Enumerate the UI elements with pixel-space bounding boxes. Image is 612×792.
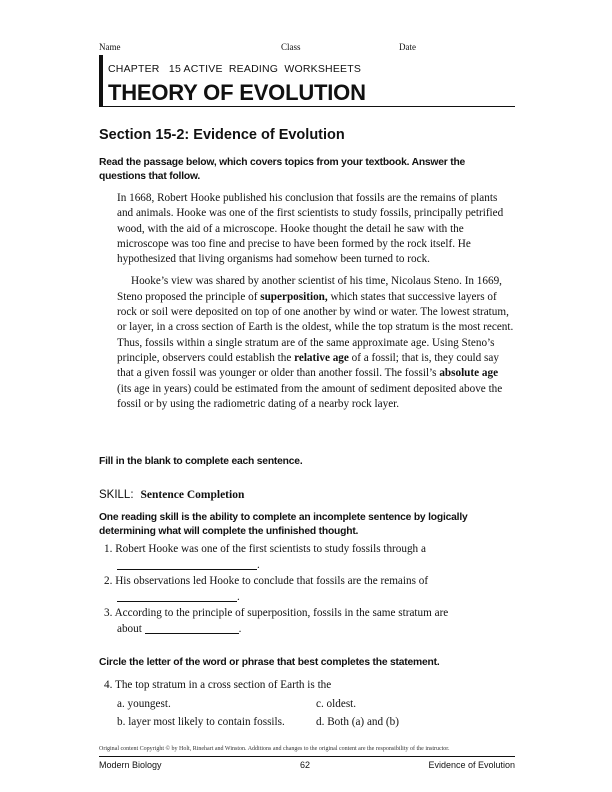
- footer-rule: [99, 756, 515, 757]
- chapter-bar: [99, 55, 103, 107]
- chapter-label: CHAPTER 15 ACTIVE READING WORKSHEETS: [108, 63, 362, 75]
- answer-blank-1[interactable]: [117, 557, 257, 570]
- footer-book-title: Modern Biology: [99, 760, 162, 770]
- term-absolute-age: absolute age: [439, 367, 499, 380]
- term-superposition: superposition,: [260, 290, 328, 303]
- answer-blank-3[interactable]: [145, 621, 239, 634]
- section-title: Section 15-2: Evidence of Evolution: [99, 127, 345, 143]
- chapter-rule: [99, 106, 515, 107]
- name-label: Name: [99, 42, 121, 52]
- skill-description: One reading skill is the ability to complete an incomplete sentence by logically determining what will complete the unfinished thought.: [99, 512, 468, 537]
- page-title: THEORY OF EVOLUTION: [108, 80, 366, 105]
- class-label: Class: [281, 42, 301, 52]
- passage-paragraph-2: Hooke’s view was shared by another scientist of his time, Nicolaus Steno. In 1669, Steno proposed the principle of superposition, which states that successive layers of rock or soil were deposited on top of one another by wind or water. The lowest stratum, or layer, in a cross section of Earth is the oldest, while the top stratum is the most recent. Thus, fossils within a single stratum are of the same approximate age. Using Steno’s principle, observers could establish the relative age of a fossil; that is, they could say that a given fossil was younger or older than another fossil. The fossil’s absolute age (its age in years) could be estimated from the amount of sediment deposited above the fossil or by using the radiometric dating of a nearby rock layer.: [117, 275, 514, 410]
- option-d[interactable]: d. Both (a) and (b): [316, 716, 399, 728]
- skill-label: SKILL:: [99, 489, 134, 501]
- page-number: 62: [300, 760, 311, 770]
- option-c[interactable]: c. oldest.: [316, 698, 357, 710]
- option-b[interactable]: b. layer most likely to contain fossils.: [117, 716, 285, 728]
- skill-name: Sentence Completion: [140, 489, 245, 501]
- reading-passage: [117, 191, 515, 412]
- circle-instructions: Circle the letter of the word or phrase that best completes the statement.: [99, 657, 440, 668]
- question-2: 2. His observations led Hooke to conclude that fossils are the remains of .: [104, 575, 429, 603]
- fill-instructions: Fill in the blank to complete each sentence.: [99, 456, 303, 467]
- option-a[interactable]: a. youngest.: [117, 698, 171, 710]
- passage-paragraph-1: In 1668, Robert Hooke published his conclusion that fossils are the remains of plants and animals. Hooke was one of the first scientists to study fossils, principally petrified wood, with the aid of a microscope. Hooke thought the detail he saw with the microscope was too fine and precise to have been formed by the rock itself. He hypothesized that living organisms had somehow been turned to rock.: [117, 192, 504, 266]
- question-1: 1. Robert Hooke was one of the first scientists to study fossils through a .: [104, 543, 426, 571]
- answer-blank-2[interactable]: [117, 589, 237, 602]
- copyright-note: Original content Copyright © by Holt, Rinehart and Winston. Additions and changes to the original content are the responsibility of the instructor.: [99, 746, 450, 752]
- question-4: 4. The top stratum in a cross section of Earth is the: [104, 679, 332, 691]
- date-label: Date: [399, 42, 416, 52]
- skill-header: [99, 485, 244, 503]
- read-instructions: Read the passage below, which covers topics from your textbook. Answer the questions that follow.: [99, 157, 466, 182]
- footer-section-title: Evidence of Evolution: [428, 760, 515, 770]
- term-relative-age: relative age: [294, 351, 349, 364]
- question-3: 3. According to the principle of superposition, fossils in the same stratum are about .: [104, 607, 449, 635]
